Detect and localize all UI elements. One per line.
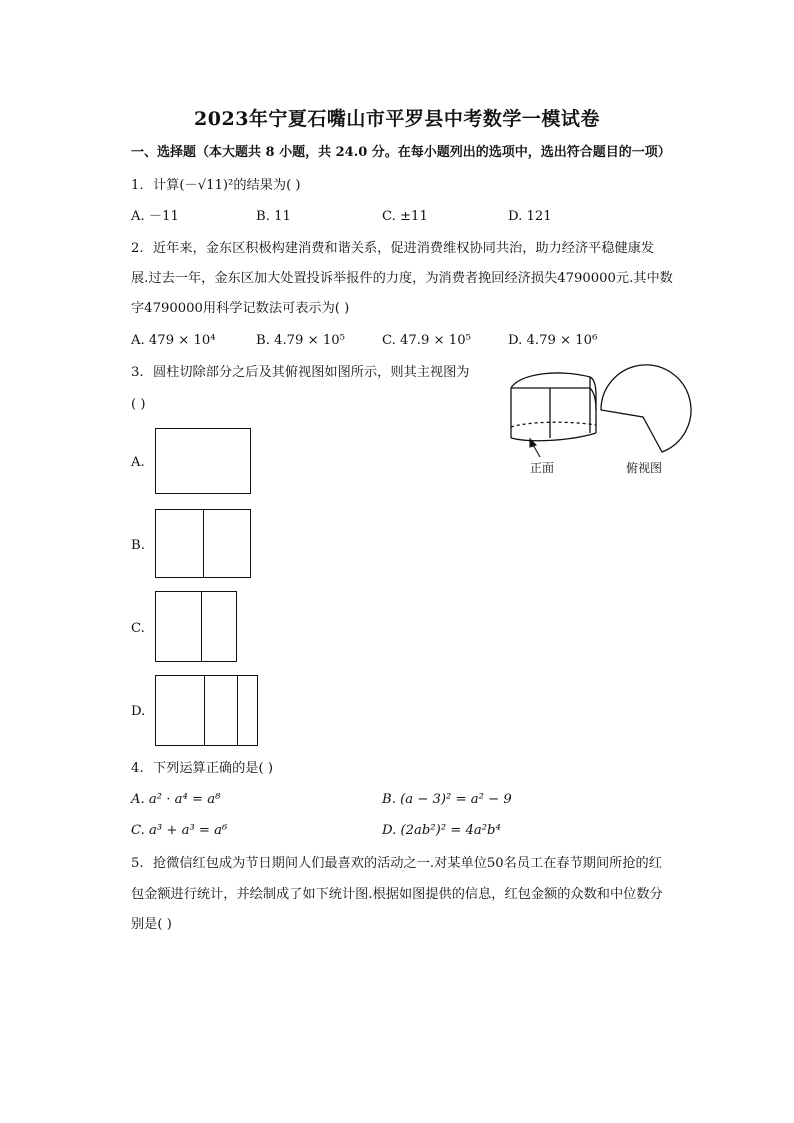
question-number: 3.	[131, 365, 144, 380]
option-a-rectangle	[155, 428, 251, 494]
divider-line	[204, 676, 205, 745]
question-number: 4.	[131, 761, 144, 776]
option-d: D. (2ab²)² = 4a²b⁴	[382, 823, 501, 838]
question-stem-line: 展.过去一年，金东区加大处置投诉举报件的力度，为消费者挽回经济损失4790000元.其中数	[131, 271, 673, 286]
front-label: 正面	[530, 461, 555, 475]
question-number: 1.	[131, 178, 144, 193]
question-stem: 计算(－√11)²的结果为( )	[153, 178, 301, 193]
option-a: A.	[131, 455, 145, 470]
option-c: C. ±11	[382, 209, 428, 224]
question-stem-line: ( )	[131, 397, 146, 412]
option-a: A. －11	[131, 209, 179, 224]
question-stem-line: 圆柱切除部分之后及其俯视图如图所示，则其主视图为	[153, 365, 470, 380]
option-d: D. 4.79 × 10⁶	[508, 333, 598, 348]
question-number: 2.	[131, 241, 144, 256]
option-d: D. 121	[508, 209, 552, 224]
option-d-rectangle	[155, 675, 258, 746]
cylinder-figure	[500, 355, 700, 480]
option-c: C. 47.9 × 10⁵	[382, 333, 471, 348]
question-stem-line: 近年来，金东区积极构建消费和谐关系，促进消费维权协同共治，助力经济平稳健康发	[153, 241, 655, 256]
option-b: B. (a − 3)² = a² − 9	[382, 792, 512, 807]
option-b: B. 11	[256, 209, 291, 224]
top-view-drawing	[601, 365, 691, 452]
option-c: C.	[131, 621, 145, 636]
option-b-rectangle	[155, 509, 251, 578]
option-a: A. a² · a⁴ = a⁸	[131, 792, 221, 807]
option-d: D.	[131, 704, 146, 719]
divider-line	[201, 592, 202, 661]
option-b: B. 4.79 × 10⁵	[256, 333, 345, 348]
divider-line	[237, 676, 238, 745]
question-stem-line: 别是( )	[131, 917, 172, 932]
section-heading: 一、选择题（本大题共 8 小题，共 24.0 分。在每小题列出的选项中，选出符合题目的一项）	[131, 145, 671, 160]
option-b: B.	[131, 538, 145, 553]
option-c: C. a³ + a³ = a⁶	[131, 823, 228, 838]
front-arrow-icon	[530, 439, 540, 457]
question-stem-line: 包金额进行统计，并绘制成了如下统计图.根据如图提供的信息，红包金额的众数和中位数分	[131, 887, 663, 902]
top-view-label: 俯视图	[626, 461, 663, 475]
cut-cylinder-drawing	[511, 373, 596, 441]
question-stem: 下列运算正确的是( )	[153, 761, 273, 776]
option-a: A. 479 × 10⁴	[131, 333, 216, 348]
question-number: 5.	[131, 856, 144, 871]
question-stem-line: 抢微信红包成为节日期间人们最喜欢的活动之一.对某单位50名员工在春节期间所抢的红	[153, 856, 662, 871]
page-title: 2023年宁夏石嘴山市平罗县中考数学一模试卷	[194, 108, 600, 130]
question-stem-line: 字4790000用科学记数法可表示为( )	[131, 301, 350, 316]
divider-line	[203, 510, 204, 577]
option-c-rectangle	[155, 591, 237, 662]
